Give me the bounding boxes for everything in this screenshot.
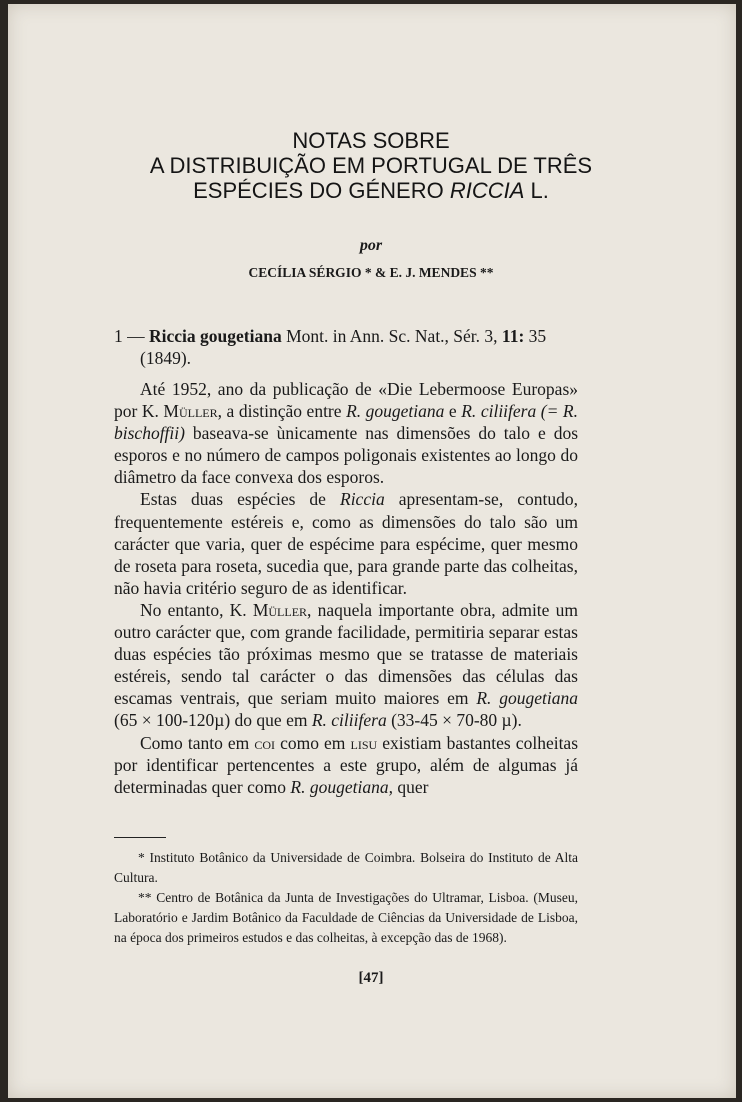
title-line-2: A DISTRIBUIÇÃO EM PORTUGAL DE TRÊS	[149, 153, 593, 178]
p3-text-b: , naquela importante obra, admite um outro carácter que, com grande facilidade, permitiria separar estas duas espécies tão próximas mesmo que se tratasse de materiais estéreis, sendo tal carácter o das dimensões das células das escamas ventrais, que seriam muito maiores em	[114, 599, 578, 709]
title-line-1: NOTAS SOBRE	[292, 128, 450, 153]
p2-genus: Riccia	[340, 489, 385, 510]
paragraph-4	[114, 732, 578, 798]
p1-species-2: R. ciliifera (= R. bischoffii)	[114, 401, 578, 444]
p4-species: R. gougetiana,	[290, 776, 393, 797]
entry-year: (1849).	[140, 348, 192, 368]
byline-por: por	[359, 237, 383, 254]
page-number: [47]	[358, 970, 384, 986]
entry-page: 35	[524, 326, 547, 346]
footnote-2: ** Centro de Botânica da Junta de Investigações do Ultramar, Lisboa. (Museu, Laboratório e Jardim Botânico da Faculdade de Ciências da Universidade de Lisboa, na época dos primeiros estudos e das colheitas, à excepção das de 1968).	[114, 890, 578, 945]
p1-text-a: Até 1952, ano da publicação de «Die Lebermoose Europas» por K.	[114, 379, 578, 422]
entry-number: 1 —	[114, 326, 149, 346]
p2-text-b: apresentam-se, contudo, frequentemente estéreis e, como as dimensões do talo são um carácter que varia, quer de espécime para espécime, quer mesmo de roseta para roseta, sucedia que, para grande parte das colheitas, não havia critério seguro de as identificar.	[114, 489, 578, 598]
paragraph-2	[114, 488, 578, 598]
title-line-3	[0, 178, 742, 203]
p4-herbarium-coi: coi	[254, 732, 276, 753]
p3-text-d: (33-45 × 70-80 µ).	[386, 710, 522, 731]
authors: CECÍLIA SÉRGIO * & E. J. MENDES **	[248, 265, 494, 280]
p1-text-c: e	[444, 401, 462, 422]
p4-text-a: Como tanto em	[140, 732, 255, 753]
title-line-3-text: ESPÉCIES DO GÉNERO	[193, 178, 450, 203]
p1-author: Müller	[163, 401, 218, 422]
p4-text-d: quer	[392, 776, 429, 797]
entry-citation: Mont. in Ann. Sc. Nat., Sér. 3,	[281, 326, 502, 346]
entry-species-name: Riccia gougetiana	[149, 326, 282, 346]
paragraph-1	[114, 378, 578, 488]
footnote-divider	[114, 837, 166, 838]
footnote-1: * Instituto Botânico da Universidade de Coimbra. Bolseira do Instituto de Alta Cultura.	[114, 850, 578, 885]
entry-volume: 11:	[501, 326, 525, 346]
paragraph-3	[114, 599, 578, 732]
title-line-3-suffix: L.	[524, 178, 549, 203]
p1-text-b: , a distinção entre	[217, 401, 347, 422]
species-entry	[114, 325, 578, 369]
p3-text-a: No entanto, K.	[140, 599, 253, 620]
p4-text-c: existiam bastantes colheitas por identificar pertencentes a este grupo, além de algumas já determinadas quer como	[114, 732, 579, 797]
title-genus: RICCIA	[449, 178, 525, 203]
p4-herbarium-lisu: lisu	[350, 732, 378, 753]
p3-text-c: (65 × 100-120µ) do que em	[114, 710, 312, 731]
p4-text-b: como em	[275, 732, 351, 753]
entry-line-1	[114, 325, 578, 347]
body-text	[114, 378, 578, 798]
p3-species-2: R. ciliifera	[311, 710, 387, 731]
p1-text-d: baseava-se ùnicamente nas dimensões do talo e dos esporos e no número de campos poligonais existentes ao longo do diâmetro da face convexa dos esporos.	[114, 423, 578, 488]
p3-species-1: R. gougetiana	[476, 688, 578, 709]
p1-species-1: R. gougetiana	[346, 401, 445, 422]
p2-text-a: Estas duas espécies de	[140, 489, 340, 510]
p3-author: Müller	[252, 599, 308, 620]
article-title	[0, 128, 742, 203]
footnotes	[114, 848, 578, 948]
